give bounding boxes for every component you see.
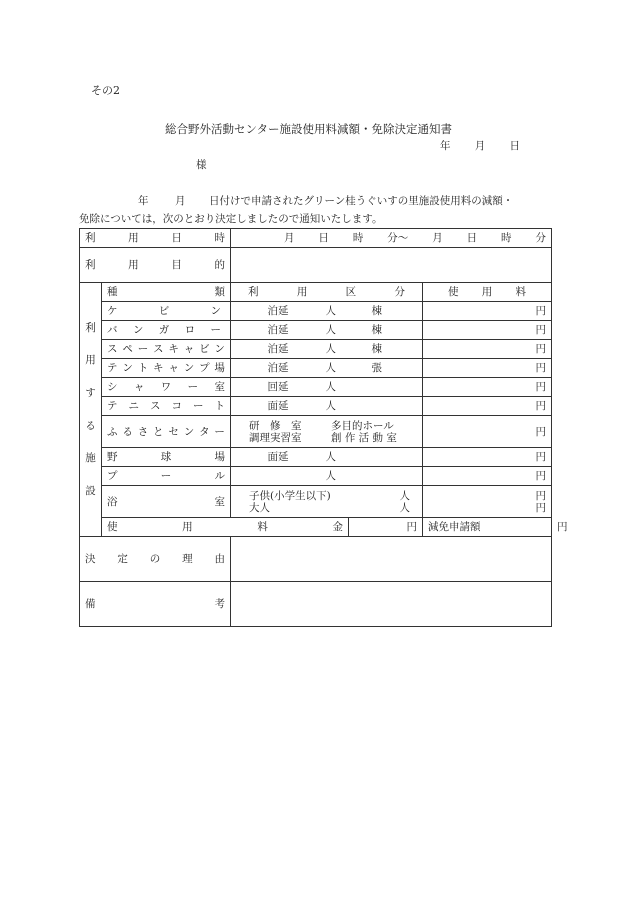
- label-char: 設: [85, 485, 96, 498]
- facility-row: [80, 467, 552, 486]
- facility-name: [102, 397, 231, 416]
- name-char: る: [122, 425, 133, 438]
- facility-row: [80, 397, 552, 416]
- label-char: 日: [171, 232, 182, 244]
- label-char: 使: [448, 286, 459, 298]
- facility-usage[interactable]: [231, 467, 423, 486]
- name-char: ニ: [128, 400, 139, 412]
- decision-reason-value[interactable]: [231, 537, 552, 582]
- label-char: 理: [182, 553, 193, 565]
- decision-form-table: [79, 228, 568, 627]
- facility-row: [80, 378, 552, 397]
- label-char: 種: [107, 286, 118, 298]
- usage-datetime-value[interactable]: [231, 229, 552, 248]
- facility-name: [102, 340, 231, 359]
- label-char: 金: [332, 521, 343, 533]
- label-char: 目: [171, 259, 182, 271]
- room-name: 多目的ホール: [331, 419, 394, 432]
- name-char: ン: [210, 305, 221, 317]
- name-char: ー: [137, 343, 149, 355]
- usage-prefix: 泊延: [267, 343, 289, 355]
- name-char: ン: [214, 343, 225, 355]
- fee-total-label: [102, 518, 349, 537]
- bath-child-label: 子供(小学生以下): [249, 489, 331, 502]
- name-char: さ: [137, 425, 149, 438]
- datetime-char: 日: [466, 232, 478, 244]
- usage-unit: 棟: [371, 305, 382, 317]
- label-char: 利: [248, 286, 259, 298]
- label-char: 類: [214, 286, 225, 298]
- name-char: ケ: [107, 305, 118, 317]
- facility-name: [102, 416, 231, 448]
- name-char: ト: [137, 362, 149, 374]
- label-char: 考: [214, 598, 225, 610]
- label-char: の: [149, 553, 161, 565]
- name-char: 場: [214, 362, 225, 374]
- facility-row: [80, 302, 552, 321]
- header-fee: [423, 283, 552, 302]
- name-char: シ: [107, 381, 118, 393]
- facility-row: [80, 321, 552, 340]
- remarks-row: [80, 582, 552, 627]
- name-char: タ: [199, 425, 210, 438]
- facility-name: [102, 359, 231, 378]
- label-char: 料: [515, 286, 527, 298]
- room-name: 調理実習室: [249, 431, 302, 444]
- name-char: ト: [214, 400, 225, 412]
- facility-name: [102, 302, 231, 321]
- name-char: ガ: [158, 324, 170, 336]
- name-char: キ: [153, 362, 164, 374]
- name-char: ー: [187, 381, 199, 393]
- name-char: ル: [214, 470, 225, 482]
- label-char: 使: [107, 521, 118, 533]
- label-char: 用: [182, 521, 193, 533]
- intro-year-char: 年: [138, 195, 149, 207]
- name-char: ン: [132, 324, 144, 336]
- facility-usage[interactable]: [231, 378, 423, 397]
- label-char: 用: [481, 286, 493, 298]
- usage-datetime-label: [80, 229, 231, 248]
- label-char: 的: [214, 259, 225, 271]
- name-char: ー: [160, 470, 172, 482]
- name-char: ビ: [158, 305, 170, 317]
- usage-unit: 棟: [371, 343, 382, 355]
- label-char: 由: [214, 553, 225, 565]
- facility-row: [80, 359, 552, 378]
- facility-fee[interactable]: 円: [423, 416, 552, 448]
- name-char: ャ: [183, 343, 195, 355]
- date-day-char: 日: [509, 140, 520, 152]
- label-char: 用: [296, 286, 308, 298]
- label-char: る: [85, 419, 96, 432]
- name-char: ス: [153, 343, 164, 355]
- datetime-char: 分〜: [387, 232, 409, 244]
- usage-unit: 棟: [371, 324, 382, 336]
- label-char: 区: [345, 286, 357, 298]
- usage-unit: 人: [325, 381, 336, 393]
- facility-usage[interactable]: [231, 397, 423, 416]
- facility-row-furusato: [80, 416, 552, 448]
- facility-row-bath: [80, 486, 552, 518]
- usage-unit: 人: [399, 489, 410, 502]
- usage-prefix: 泊延: [267, 362, 289, 374]
- remarks-value[interactable]: [231, 582, 552, 627]
- facility-name: [102, 448, 231, 467]
- usage-unit: 人: [325, 362, 336, 374]
- usage-unit: 人: [325, 305, 336, 317]
- decision-reason-row: [80, 537, 552, 582]
- name-char: プ: [199, 362, 210, 374]
- facility-fee[interactable]: 円: [423, 321, 552, 340]
- facility-fee[interactable]: 円: [423, 448, 552, 467]
- datetime-char: 月: [284, 232, 295, 244]
- usage-purpose-row: [80, 248, 552, 283]
- label-char: 用: [85, 354, 96, 367]
- issue-date: [440, 138, 520, 153]
- name-char: 浴: [107, 495, 118, 508]
- facility-name: [102, 467, 231, 486]
- usage-unit: 張: [371, 362, 382, 374]
- facility-header-row: [80, 283, 552, 302]
- label-char: 決: [85, 553, 96, 565]
- name-char: 野: [107, 451, 118, 463]
- name-char: ス: [107, 343, 118, 355]
- datetime-char: 日: [318, 232, 329, 244]
- bath-fee-child: 円: [535, 489, 547, 502]
- document-title: 総合野外活動センター施設使用料減額・免除決定通知書: [165, 122, 453, 136]
- label-char: す: [85, 387, 96, 400]
- facility-usage[interactable]: [231, 448, 423, 467]
- fee-total-row: 使 用 料 金 円 減免申請額 円: [80, 518, 552, 537]
- name-char: と: [153, 425, 164, 438]
- label-char: 利: [85, 232, 96, 244]
- name-char: キ: [168, 343, 179, 355]
- label-char: 定: [117, 553, 128, 565]
- usage-prefix: 泊延: [267, 305, 289, 317]
- name-char: ャ: [168, 362, 179, 374]
- room-name: 研 修 室: [249, 419, 302, 432]
- usage-unit: 人: [325, 343, 336, 355]
- facility-usage[interactable]: [231, 359, 423, 378]
- usage-purpose-value[interactable]: [231, 248, 552, 283]
- name-char: ン: [183, 362, 195, 374]
- label-char: 備: [85, 598, 96, 610]
- label-char: 分: [394, 286, 405, 298]
- usage-purpose-label: [80, 248, 231, 283]
- bath-adult-label: 大人: [249, 501, 270, 514]
- bath-usage[interactable]: [231, 486, 423, 518]
- facility-usage[interactable]: [231, 340, 423, 359]
- name-char: ー: [210, 324, 221, 336]
- facility-row: [80, 340, 552, 359]
- facility-group-label: [80, 283, 102, 537]
- furusato-rooms[interactable]: [231, 416, 423, 448]
- name-char: 場: [214, 451, 225, 463]
- usage-prefix: 回延: [267, 381, 289, 393]
- label-char: 料: [257, 521, 268, 533]
- name-char: ワ: [160, 381, 172, 393]
- date-month-char: 月: [474, 140, 486, 152]
- name-char: ャ: [133, 381, 145, 393]
- name-char: ペ: [122, 343, 133, 355]
- name-char: コ: [171, 400, 182, 412]
- fee-total-value[interactable]: 円: [349, 518, 423, 537]
- facility-fee[interactable]: 円: [423, 467, 552, 486]
- usage-unit: 人: [325, 324, 336, 336]
- name-char: 室: [214, 495, 225, 508]
- remarks-label: [80, 582, 231, 627]
- datetime-char: 時: [352, 232, 364, 244]
- facility-fee[interactable]: 円: [423, 378, 552, 397]
- facility-row: [80, 448, 552, 467]
- facility-fee[interactable]: 円: [423, 302, 552, 321]
- header-type: [102, 283, 231, 302]
- name-char: プ: [107, 470, 118, 482]
- usage-unit: 人: [325, 470, 336, 482]
- room-name: 創 作 活 動 室: [331, 431, 397, 444]
- facility-fee[interactable]: [423, 486, 552, 518]
- datetime-char: 月: [432, 232, 443, 244]
- name-char: ー: [193, 400, 204, 412]
- header-usage-class: [231, 283, 423, 302]
- usage-unit: 人: [399, 501, 410, 514]
- facility-name: [102, 321, 231, 340]
- facility-fee[interactable]: 円: [423, 397, 552, 416]
- facility-fee[interactable]: 円: [423, 340, 552, 359]
- datetime-char: 分: [535, 232, 546, 244]
- label-char: 利: [85, 321, 96, 334]
- name-char: ン: [183, 425, 195, 438]
- name-char: テ: [107, 362, 118, 374]
- label-char: 利: [85, 259, 96, 271]
- datetime-char: 時: [501, 232, 512, 244]
- name-char: ビ: [199, 343, 210, 355]
- usage-prefix: 面延: [267, 451, 289, 463]
- name-char: セ: [168, 425, 179, 438]
- reduction-label: 減免申請額: [423, 518, 552, 537]
- intro-line1-text: 日付けで申請されたグリーン桂うぐいすの里施設使用料の減額・: [209, 195, 514, 207]
- name-char: テ: [107, 400, 118, 412]
- label-char: 用: [128, 259, 139, 271]
- facility-fee[interactable]: 円: [423, 359, 552, 378]
- label-char: 用: [128, 232, 139, 244]
- usage-datetime-row: [80, 229, 552, 248]
- name-char: 球: [160, 451, 172, 463]
- addressee-suffix: 様: [196, 159, 207, 171]
- usage-prefix: 面延: [267, 400, 289, 412]
- doc-label: その2: [91, 84, 120, 97]
- facility-usage[interactable]: [231, 321, 423, 340]
- bath-fee-adult: 円: [535, 501, 547, 514]
- facility-name: [102, 378, 231, 397]
- usage-prefix: 泊延: [267, 324, 289, 336]
- name-char: ー: [214, 425, 225, 438]
- intro-line2: 免除については，次のとおり決定しましたので通知いたします。: [79, 213, 383, 225]
- name-char: ン: [122, 362, 133, 374]
- facility-name: [102, 486, 231, 518]
- decision-reason-label: [80, 537, 231, 582]
- label-char: 時: [214, 232, 225, 244]
- name-char: ロ: [184, 324, 196, 336]
- name-char: バ: [107, 324, 118, 336]
- name-char: ス: [150, 400, 161, 412]
- date-year-char: 年: [440, 140, 451, 152]
- usage-unit: 人: [325, 451, 336, 463]
- name-char: 室: [214, 381, 225, 393]
- intro-month-char: 月: [175, 195, 186, 207]
- name-char: ふ: [107, 425, 118, 438]
- usage-unit: 人: [325, 400, 336, 412]
- facility-usage[interactable]: [231, 302, 423, 321]
- label-char: 施: [85, 452, 96, 465]
